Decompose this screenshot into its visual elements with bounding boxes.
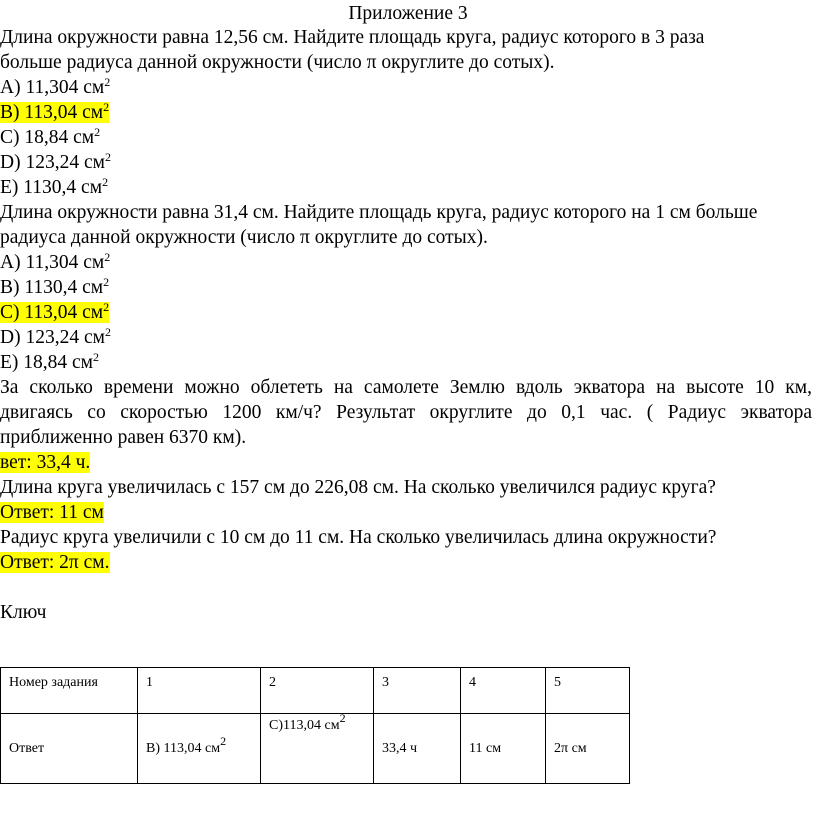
key-table-task-number: 2 (261, 668, 374, 714)
key-table (0, 667, 630, 784)
key-table-header-row (1, 668, 630, 714)
task5-question: Радиус круга увеличили с 10 см до 11 см. На сколько увеличилась длина окружности? (0, 527, 717, 548)
task4-answer: Ответ: 11 см (0, 502, 104, 523)
key-table-task-number: 1 (138, 668, 261, 714)
task2-option-a: A) 11,304 $см^2$ (0, 250, 111, 273)
key-heading: Ключ (0, 602, 47, 623)
key-table-task-number: 3 (374, 668, 461, 714)
key-table-task-number: 5 (546, 668, 630, 714)
task2-option-d: D) 123,24 $см^2$ (0, 325, 111, 348)
task1-question-line2: больше радиуса данной окружности (число π округлите до сотых). (0, 52, 555, 73)
page-title: Приложение 3 (348, 3, 468, 24)
task4-question: Длина круга увеличилась с 157 см до 226,08 см. На сколько увеличился радиус круга? (0, 477, 716, 498)
task1-option-a: A) 11,304 $см^2$ (0, 75, 111, 98)
key-table-answer-label: Ответ (1, 714, 138, 784)
key-table-answer-cell: C)113,04 $см^2$ (261, 714, 374, 784)
task5-answer: Ответ: 2π см. (0, 552, 110, 573)
key-table-answer-cell: B) 113,04 $см^2$ (138, 714, 261, 784)
key-table-task-number: 4 (461, 668, 546, 714)
task1-question-line1: Длина окружности равна 12,56 см. Найдите площадь круга, радиус которого в 3 раза (0, 27, 705, 48)
task3-question-line2: двигаясь со скоростью 1200 км/ч? Результат округлите до 0,1 час. ( Радиус экватора (0, 402, 812, 423)
task2-option-e: E) 18,84 $см^2$ (0, 350, 100, 373)
key-table-answer-cell: 2π см (546, 714, 630, 784)
task2-option-c: C) 113,04 $см^2$ (0, 300, 110, 323)
key-table-answer-cell: 11 см (461, 714, 546, 784)
task1-option-d: D) 123,24 $см^2$ (0, 150, 111, 173)
task2-option-b: B) 1130,4 $см^2$ (0, 275, 110, 298)
key-table-answer-row (1, 714, 630, 784)
task1-option-e: E) 1130,4 $см^2$ (0, 175, 109, 198)
task3-question-line3: приближенно равен 6370 км). (0, 427, 247, 448)
task3-question-line1: За сколько времени можно облететь на самолете Землю вдоль экватора на высоте 10 км, (0, 377, 812, 398)
key-table-answer-cell: 33,4 ч (374, 714, 461, 784)
key-table-header-label: Номер задания (1, 668, 138, 714)
task2-question-line1: Длина окружности равна 31,4 см. Найдите площадь круга, радиус которого на 1 см больше (0, 202, 758, 223)
task2-question-line2: радиуса данной окружности (число π округлите до сотых). (0, 227, 488, 248)
task1-option-b: B) 113,04 $см^2$ (0, 100, 110, 123)
task1-option-c: C) 18,84 $см^2$ (0, 125, 101, 148)
task3-answer: вет: 33,4 ч. (0, 452, 91, 473)
